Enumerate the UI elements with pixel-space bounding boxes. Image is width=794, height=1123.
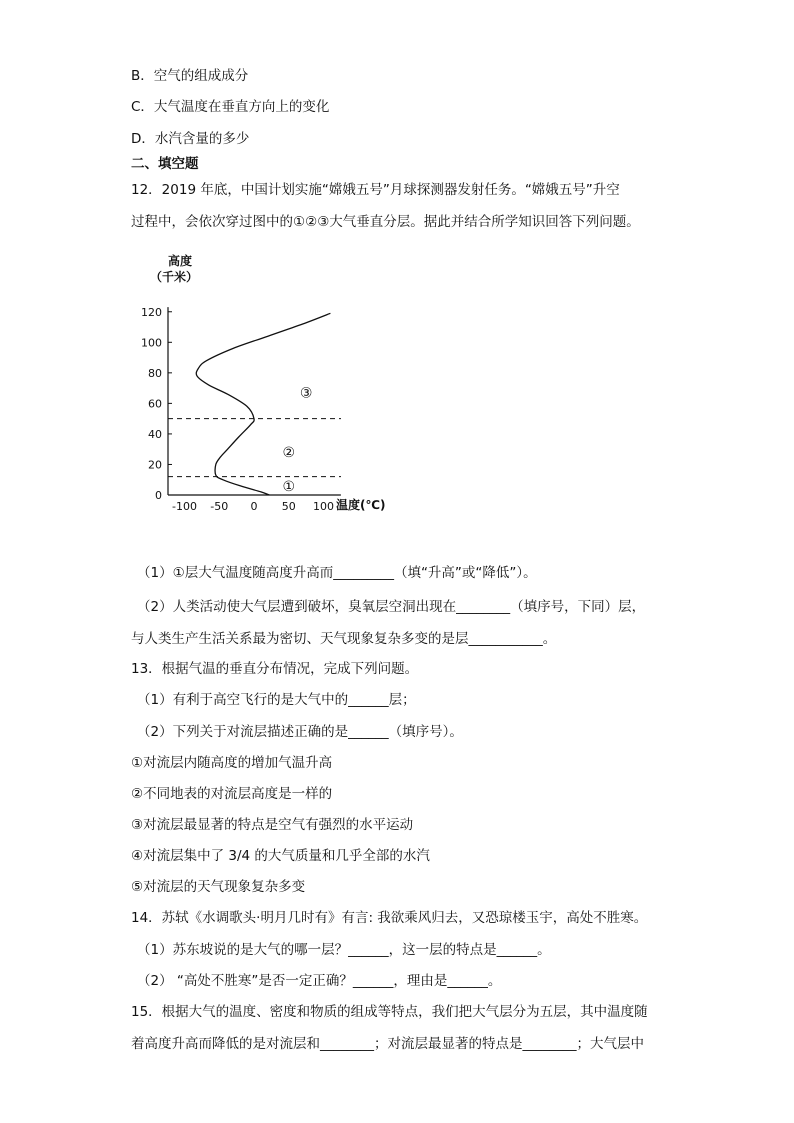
question-12-line-1: 12．2019 年底，中国计划实施“嫦娥五号”月球探测器发射任务。“嫦娥五号”升空 bbox=[131, 182, 620, 198]
y-ticks bbox=[141, 306, 172, 502]
statement-5: ⑤对流层的天气现象复杂多变 bbox=[131, 879, 306, 895]
y-tick-label: 0 bbox=[155, 489, 162, 502]
question-14-part-2: （2） “高处不胜寒”是否一定正确？______，理由是______。 bbox=[137, 973, 502, 989]
y-tick-label: 40 bbox=[148, 427, 162, 441]
y-tick-label: 60 bbox=[148, 397, 162, 411]
layer-label: ③ bbox=[299, 385, 313, 402]
y-axis-label-1: 高度 bbox=[168, 254, 193, 268]
layer-boundaries bbox=[168, 419, 341, 477]
option-b: B．空气的组成成分 bbox=[131, 68, 249, 84]
x-ticks bbox=[172, 500, 334, 513]
y-tick-label: 20 bbox=[148, 458, 162, 472]
statement-3: ③对流层最显著的特点是空气有强烈的水平运动 bbox=[131, 817, 414, 833]
layer-label: ② bbox=[282, 445, 296, 462]
option-d: D．水汽含量的多少 bbox=[131, 131, 250, 147]
y-tick-label: 100 bbox=[141, 336, 162, 350]
layer-labels bbox=[282, 386, 312, 495]
question-15-line-1: 15．根据大气的温度、密度和物质的组成等特点，我们把大气层分为五层，其中温度随 bbox=[131, 1004, 648, 1020]
layer-label: ① bbox=[282, 478, 296, 495]
statement-1: ①对流层内随高度的增加气温升高 bbox=[131, 755, 333, 771]
question-13: 13．根据气温的垂直分布情况，完成下列问题。 bbox=[131, 661, 419, 677]
y-axis-label-2: （千米） bbox=[150, 270, 199, 284]
question-12-part-2-cont: 与人类生产生活关系最为密切、天气现象复杂多变的是层___________。 bbox=[131, 631, 557, 647]
question-12-line-2: 过程中，会依次穿过图中的①②③大气垂直分层。据此并结合所学知识回答下列问题。 bbox=[131, 214, 640, 230]
question-14: 14．苏轼《水调歌头·明月几时有》有言: 我欲乘风归去，又恐琼楼玉宇，高处不胜寒。 bbox=[131, 910, 648, 926]
section-heading: 二、填空题 bbox=[131, 156, 199, 172]
x-tick-label: -50 bbox=[210, 500, 229, 513]
question-13-part-2: （2）下列关于对流层描述正确的是______（填序号）。 bbox=[137, 724, 463, 740]
question-13-part-1: （1）有利于高空飞行的是大气中的______层； bbox=[137, 692, 416, 708]
x-axis-label: 温度(℃) bbox=[336, 498, 386, 512]
temperature-height-chart bbox=[140, 250, 400, 520]
x-tick-label: 100 bbox=[313, 500, 334, 513]
question-12-part-2: （2）人类活动使大气层遭到破坏，臭氧层空洞出现在________（填序号，下同）层， bbox=[137, 599, 646, 615]
question-12-part-1: （1）①层大气温度随高度升高而_________（填“升高”或“降低”）。 bbox=[137, 565, 537, 581]
y-tick-label: 120 bbox=[141, 305, 162, 319]
x-tick-label: 50 bbox=[281, 500, 296, 513]
statement-2: ②不同地表的对流层高度是一样的 bbox=[131, 786, 333, 802]
x-tick-label: -100 bbox=[172, 500, 197, 513]
chart-axes bbox=[168, 307, 341, 495]
question-14-part-1: （1）苏东坡说的是大气的哪一层？______，这一层的特点是______。 bbox=[137, 942, 551, 958]
question-15-line-2: 着高度升高而降低的是对流层和________；对流层最显著的特点是________；大气层中 bbox=[131, 1036, 644, 1052]
temperature-profile-line bbox=[196, 313, 330, 495]
y-tick-label: 80 bbox=[148, 366, 162, 380]
option-c: C．大气温度在垂直方向上的变化 bbox=[131, 99, 330, 115]
x-tick-label: 0 bbox=[250, 500, 258, 513]
statement-4: ④对流层集中了 3/4 的大气质量和几乎全部的水汽 bbox=[131, 848, 430, 864]
